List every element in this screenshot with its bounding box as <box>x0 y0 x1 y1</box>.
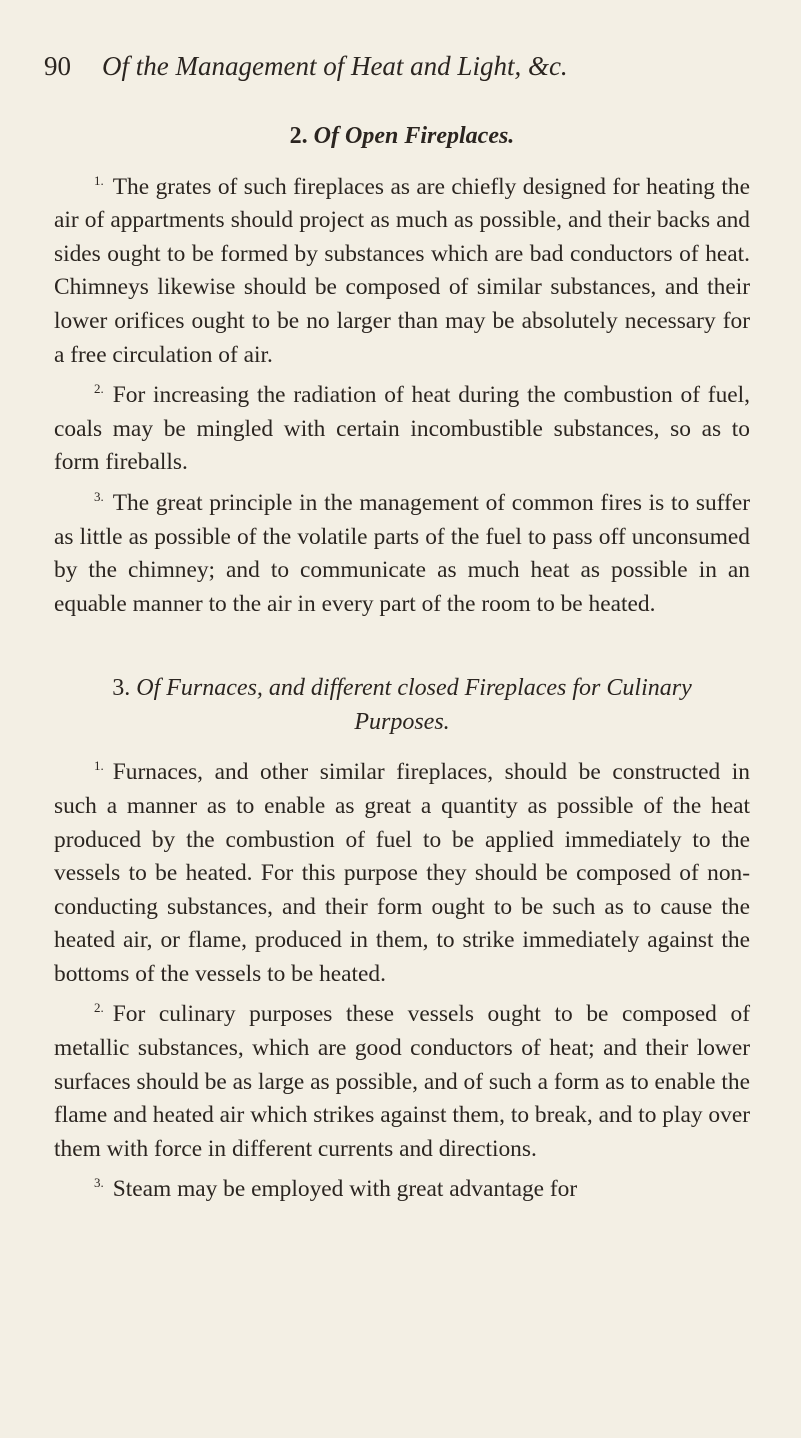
paragraph-marker: 2. <box>94 1000 104 1016</box>
paragraph-text: Steam may be employed with great advantage for <box>112 1176 578 1203</box>
paragraph-marker: 1. <box>94 758 104 774</box>
paragraph-text: Furnaces, and other similar fireplaces, should be constructed in such a manner as to enable as great a quantity as possible of the heat produced by the combustion of fuel to be applied immediately to the vessels to be heated. For this purpose they should be composed of non-conducting substances, and their form ought to be such as to cause the heated air, or flame, produced in them, to strike immediately against the bottoms of the vessels to be heated. <box>54 759 750 987</box>
section-3-paragraph-1 <box>54 749 750 991</box>
paragraph-marker: 1. <box>94 172 104 188</box>
paragraph-marker: 3. <box>94 488 104 504</box>
section-3-number: 3. <box>112 675 131 702</box>
section-3-title: Of Furnaces, and different closed Fireplaces for Culinary Purposes. <box>136 675 692 736</box>
section-2-paragraph-1 <box>54 164 750 373</box>
section-2-number: 2. <box>289 123 308 149</box>
page-number: 90 <box>44 51 71 81</box>
section-3-heading <box>54 671 750 739</box>
running-title: Of the Management of Heat and Light, &c. <box>102 51 568 81</box>
paragraph-marker: 3. <box>94 1175 104 1191</box>
paragraph-text: For increasing the radiation of heat during the combustion of fuel, coals may be mingled with certain incombustible substances, so as to form fireballs. <box>54 382 750 476</box>
section-2-title: Of Open Fireplaces. <box>313 123 515 149</box>
section-2-heading <box>54 120 750 154</box>
section-2-paragraph-2 <box>54 372 750 480</box>
paragraph-marker: 2. <box>94 381 104 397</box>
section-3-paragraph-2 <box>54 991 750 1166</box>
paragraph-text: For culinary purposes these vessels ought to be composed of metallic substances, which are good conductors of heat; and their lower surfaces should be as large as possible, and of such a form as to enable the flame and heated air which strikes against them, to break, and to play over them with force in different currents and directions. <box>54 1001 750 1162</box>
section-3-paragraph-3 <box>54 1166 750 1207</box>
running-head <box>44 46 744 86</box>
section-2-paragraph-3 <box>54 480 750 621</box>
page-text <box>54 120 750 1207</box>
paragraph-text: The great principle in the management of common fires is to suffer as little as possible of the volatile parts of the fuel to pass off unconsumed by the chimney; and to communicate as much heat as possible in an equable manner to the air in every part of the room to be heated. <box>54 489 750 617</box>
paragraph-text: The grates of such fireplaces as are chiefly designed for heating the air of appartments should project as much as possible, and their backs and sides ought to be formed by substances which are bad conductors of heat. Chimneys likewise should be composed of similar substances, and their lower orifices ought to be no larger than may be absolutely necessary for a free circulation of air. <box>54 173 750 368</box>
